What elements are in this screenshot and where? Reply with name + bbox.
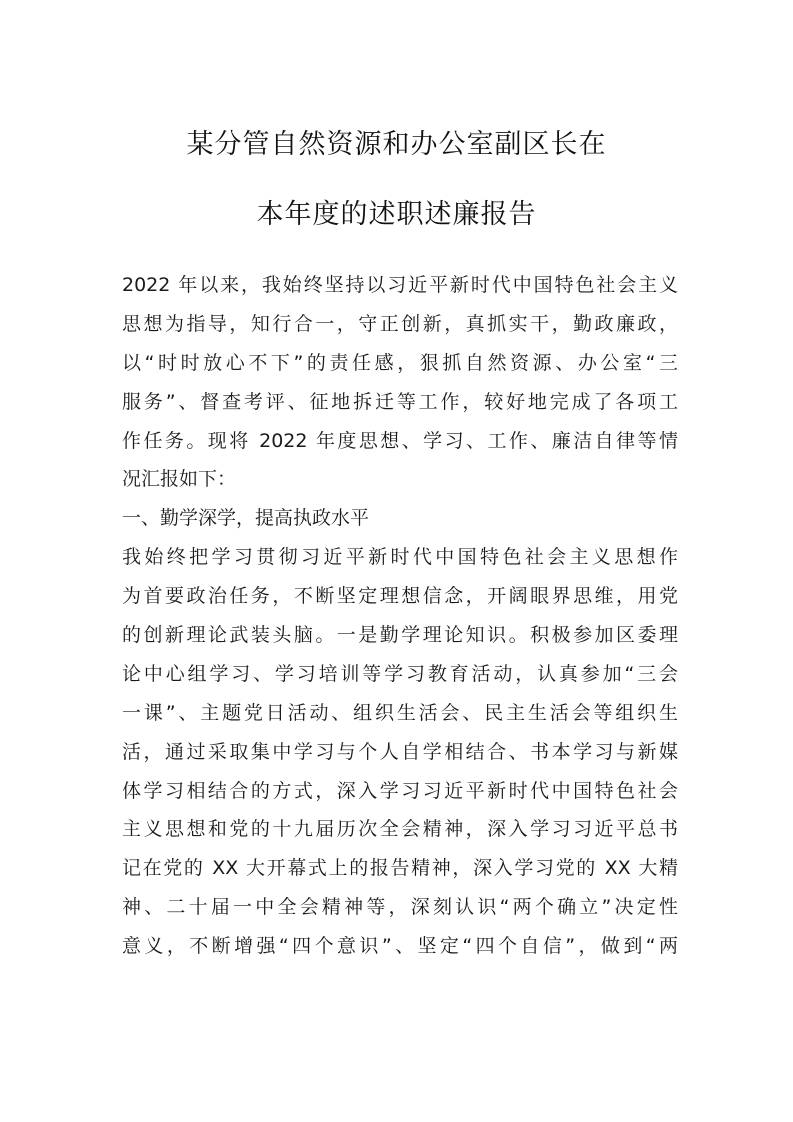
body-line: 一课”、主题党日活动、组织生活会、民主生活会等组织生 (122, 701, 678, 724)
body-line: 为首要政治任务，不断坚定理想信念，开阔眼界思维，用党 (122, 585, 678, 608)
body-line: 况汇报如下： (122, 468, 237, 491)
body-line: 神、二十届一中全会精神等，深刻认识“两个确立”决定性 (122, 896, 678, 919)
body-line: 主义思想和党的十九届历次全会精神，深入学习习近平总书 (122, 818, 678, 841)
body-line: 记在党的 XX 大开幕式上的报告精神，深入学习党的 XX 大精 (122, 857, 678, 880)
document-title-line-1: 某分管自然资源和办公室副区长在 (186, 129, 607, 160)
body-line: 我始终把学习贯彻习近平新时代中国特色社会主义思想作 (122, 546, 678, 569)
body-line: 体学习相结合的方式，深入学习习近平新时代中国特色社会 (122, 779, 678, 802)
body-line: 以“时时放心不下”的责任感，狠抓自然资源、办公室“三 (122, 351, 678, 374)
body-line: 论中心组学习、学习培训等学习教育活动，认真参加“三会 (122, 662, 678, 685)
body-line: 服务”、督查考评、征地拆迁等工作，较好地完成了各项工 (122, 390, 678, 413)
document-title-line-2: 本年度的述职述廉报告 (256, 199, 537, 230)
body-line: 的创新理论武装头脑。一是勤学理论知识。积极参加区委理 (122, 624, 678, 647)
section-heading: 一、勤学深学，提高执政水平 (122, 507, 370, 530)
body-line: 作任务。现将 2022 年度思想、学习、工作、廉洁自律等情 (122, 429, 678, 452)
document-body (122, 266, 678, 966)
body-line: 活，通过采取集中学习与个人自学相结合、书本学习与新媒 (122, 740, 678, 763)
body-line: 思想为指导，知行合一，守正创新，真抓实干，勤政廉政， (122, 312, 678, 335)
body-line: 2022 年以来，我始终坚持以习近平新时代中国特色社会主义 (122, 274, 678, 296)
body-line: 意义，不断增强“四个意识”、坚定“四个自信”，做到“两 (122, 935, 678, 958)
